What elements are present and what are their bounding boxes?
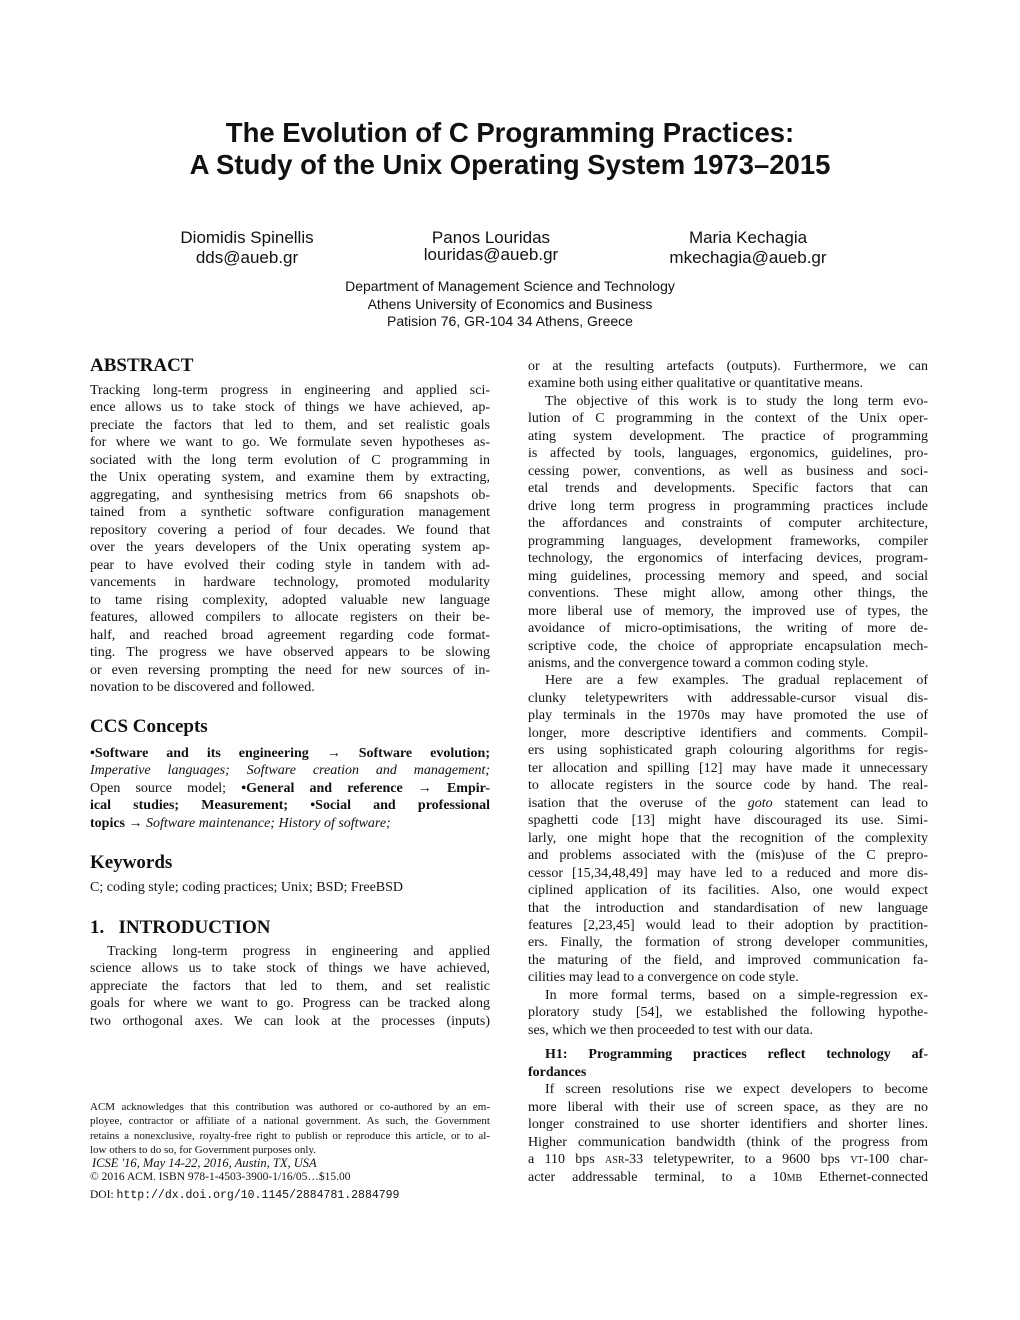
text-line: If screen resolutions rise we expect developers to become	[545, 1082, 928, 1098]
text-line: Tracking long-term progress in engineering and applied sci-	[90, 383, 490, 398]
text-segment: acter addressable terminal, to a 10	[528, 1169, 787, 1185]
text-line	[528, 795, 928, 812]
text-line: goals for where we want to go. Progress can be tracked along	[90, 996, 490, 1012]
text-line: ses, which we then proceeded to test with our data.	[528, 1022, 813, 1038]
text-line: over the years developers of the Unix operating system ap-	[90, 540, 490, 556]
text-line: tained from a synthetic software configuration management	[90, 505, 490, 521]
paragraph	[528, 672, 928, 986]
text-line: fordances	[528, 1064, 587, 1080]
text-line: pear to have evolved their coding style in tandem with ad-	[90, 557, 490, 573]
abstract-body	[90, 382, 490, 696]
text-line	[90, 762, 490, 779]
text-line: retains a nonexclusive, royalty-free right to publish or reproduce this article, or to al-	[90, 1129, 490, 1142]
affiliation-university: Athens University of Economics and Business	[367, 296, 653, 312]
text-segment: isation that the overuse of the	[528, 795, 748, 811]
author-name: Diomidis Spinellis	[180, 228, 314, 247]
text-line: ating system development. The practice of programming	[528, 428, 928, 444]
text-line: spaghetti code [13] might have discouraged its use. Simi-	[528, 813, 928, 829]
introduction-heading: 1. INTRODUCTION	[90, 917, 271, 938]
ccs-concepts-heading: CCS Concepts	[90, 716, 208, 737]
text-line: ACM acknowledges that this contribution was authored or co-authored by an em-	[90, 1101, 490, 1113]
text-line: more liberal use of memory, the improved use of types, the	[528, 603, 928, 619]
author-block	[628, 228, 868, 268]
text-line: low others to do so, for Government purposes only.	[90, 1143, 316, 1156]
text-line: ter allocation and spilling [12] may have made it unnecessary	[528, 760, 928, 776]
text-line	[90, 745, 490, 762]
paper-title-line-2: A Study of the Unix Operating System 1973–2015	[189, 149, 831, 180]
paragraph	[528, 987, 928, 1039]
text-line: the Unix operating system, and examine them by extracting,	[90, 470, 490, 486]
text-line: or even reversing prompting the need for new sources of in-	[90, 662, 490, 678]
conference-venue: ICSE '16, May 14-22, 2016, Austin, TX, USA	[92, 1156, 317, 1170]
text-line	[90, 780, 490, 797]
text-segment: Open source model;	[90, 780, 242, 796]
text-line: ploratory study [54], we established the following hypothe-	[528, 1005, 928, 1021]
ccs-concepts-body	[90, 745, 490, 832]
text-line: for where we want to go. We formulate seven hypotheses as-	[90, 435, 490, 451]
author-block	[127, 228, 367, 268]
text-segment: Ethernet-connected	[802, 1169, 929, 1185]
text-line: H1: Programming practices reflect technology af-	[545, 1047, 928, 1063]
abstract-heading: ABSTRACT	[90, 355, 194, 376]
text-line: lution of C programming in the context of the Unix oper-	[528, 411, 928, 427]
text-line: vancements in hardware technology, promoted modularity	[90, 575, 490, 591]
text-line: conventions. These might allow, among other things, the	[528, 586, 928, 602]
text-segment: Imperative languages; Software creation and management;	[90, 763, 490, 779]
text-line: to allocate registers in the source code by hand. The real-	[528, 778, 928, 794]
paper-title-line-1: The Evolution of C Programming Practices:	[225, 117, 795, 148]
text-line: preciate the factors that led to them, and set realistic goals	[90, 417, 490, 433]
text-line: Higher communication bandwidth (think of the progress from	[528, 1134, 928, 1150]
text-line: and problems associated with the (mis)use of the C prepro-	[528, 848, 928, 864]
text-line: ting. The progress we have observed appears to be slowing	[90, 645, 490, 661]
text-line: cilities may lead to a convergence on code style.	[528, 970, 799, 986]
author-email[interactable]: dds@aueb.gr	[195, 248, 299, 267]
text-segment: Software maintenance; History of software;	[146, 815, 391, 831]
text-segment: -100 char-	[863, 1152, 928, 1168]
text-segment: asr	[605, 1152, 625, 1168]
text-line: ers. Finally, the formation of strong developer communities,	[528, 935, 928, 951]
text-line: two orthogonal axes. We can look at the processes (inputs)	[90, 1013, 490, 1029]
keywords-heading: Keywords	[90, 852, 173, 873]
text-segment: vt	[850, 1152, 864, 1168]
text-line: aggregating, and synthesising metrics from 66 snapshots ob-	[90, 487, 490, 503]
affiliation-department: Department of Management Science and Technology	[345, 278, 675, 294]
text-line: technology, the ergonomics of interfacing devices, program-	[528, 551, 928, 567]
text-line: programming languages, development frameworks, compiler	[528, 533, 928, 549]
paragraph	[528, 358, 928, 393]
text-line: cessing power, conventions, as well as business and soci-	[528, 463, 928, 479]
text-line: that the introduction and standardisation of new language	[528, 900, 928, 916]
right-column-text	[528, 358, 928, 1186]
doi-label: DOI:	[90, 1189, 117, 1201]
text-line: or at the resulting artefacts (outputs). Furthermore, we can	[528, 359, 928, 374]
text-line: science allows us to take stock of things we have achieved,	[90, 961, 490, 977]
author-name: Maria Kechagia	[688, 228, 808, 247]
text-line: The objective of this work is to study the long term evo-	[545, 393, 928, 409]
doi-link[interactable]: http://dx.doi.org/10.1145/2884781.2884799	[116, 1189, 400, 1202]
text-line	[90, 815, 490, 832]
text-segment: •General and reference → Empir-	[241, 780, 490, 796]
text-line: ciplined application of its facilities. Also, one would expect	[528, 883, 928, 899]
text-line	[528, 1151, 928, 1168]
keywords-body	[90, 879, 490, 896]
text-segment: goto	[747, 795, 773, 811]
text-line: examine both using either qualitative or quantitative means.	[528, 376, 864, 392]
text-segment: •Software and its engineering → Software evolution;	[90, 746, 490, 761]
text-line: Tracking long-term progress in engineering and applied	[107, 944, 490, 959]
text-line: scriptive code, the choice of appropriate encapsulation mech-	[528, 638, 928, 654]
text-segment: a 110 bps	[528, 1152, 606, 1168]
text-line: features [2,23,45] would lead to their adoption by practition-	[528, 918, 928, 933]
text-line: the affordances and constraints of computer architecture,	[528, 516, 928, 532]
text-line: In more formal terms, based on a simple-regression ex-	[545, 987, 928, 1003]
doi-line	[90, 1188, 399, 1203]
text-segment: topics →	[90, 815, 146, 831]
text-line: is affected by tools, languages, ergonomics, guidelines, pro-	[528, 446, 928, 462]
author-block	[371, 228, 611, 265]
text-segment: mb	[786, 1169, 803, 1185]
text-segment: -33 teletypewriter, to a 9600 bps	[624, 1152, 851, 1168]
text-line: ence allows us to take stock of things we have achieved, ap-	[90, 400, 490, 416]
copyright-isbn: © 2016 ACM. ISBN 978-1-4503-3900-1/16/05…$15.00	[90, 1171, 351, 1183]
text-line: longer constrained to use shorter identifiers and shorter lines.	[528, 1117, 928, 1133]
introduction-body	[90, 943, 490, 1030]
text-segment: ical studies; Measurement; •Social and professional	[90, 798, 490, 814]
text-line	[528, 1169, 928, 1186]
text-line: sociated with the long term evolution of C programming in	[90, 452, 490, 468]
text-line	[90, 797, 490, 814]
paragraph	[528, 393, 928, 673]
text-line: appreciate the factors that led to them, and set realistic	[90, 978, 490, 994]
text-line: avoidance of micro-optimisations, the writing of more de-	[528, 621, 928, 637]
text-line: larly, one might hope that the recognition of the complexity	[528, 830, 928, 846]
text-line: anisms, and the convergence toward a common coding style.	[528, 655, 869, 671]
text-line: ers using sophisticated graph colouring algorithms for regis-	[528, 743, 928, 759]
text-line: more liberal with their use of screen space, as they are no	[528, 1099, 928, 1115]
affiliation-address: Patision 76, GR-104 34 Athens, Greece	[387, 313, 633, 329]
text-line: the maturing of the field, and improved communication fa-	[528, 952, 928, 968]
text-line: half, and reached broad agreement regarding code format-	[90, 627, 490, 643]
copyright-notice	[90, 1100, 490, 1157]
text-line: features, allowed compilers to allocate registers on their be-	[90, 610, 490, 626]
text-line: etal trends and developments. Specific factors that can	[528, 481, 928, 497]
text-line: repository covering a period of four decades. We found that	[90, 522, 490, 538]
author-name: Panos Louridas	[431, 228, 551, 247]
text-line: clunky teletypewriters with addressable-cursor visual dis-	[528, 690, 928, 706]
text-line: ployee, contractor or affiliate of a national government. As such, the Government	[90, 1115, 490, 1128]
text-line: novation to be discovered and followed.	[90, 679, 315, 695]
text-line: longer, more descriptive identifiers and comments. Compil-	[528, 725, 928, 741]
author-email[interactable]: louridas@aueb.gr	[423, 245, 559, 264]
text-line: Here are a few examples. The gradual replacement of	[545, 673, 928, 689]
text-line: cessor [15,34,48,49] may have led to a reduced and more dis-	[528, 865, 928, 881]
paragraph	[528, 1081, 928, 1186]
text-line: ming guidelines, processing memory and speed, and social	[528, 568, 928, 584]
text-line: to tame rising complexity, adopted valuable new language	[90, 592, 490, 608]
hypothesis-h1-heading	[528, 1046, 928, 1081]
text-line: C; coding style; coding practices; Unix; BSD; FreeBSD	[90, 880, 404, 895]
text-line: drive long term progress in programming practices include	[528, 498, 928, 514]
text-line: play terminals in the 1970s may have promoted the use of	[528, 708, 928, 724]
author-email[interactable]: mkechagia@aueb.gr	[669, 248, 827, 267]
text-segment: statement can lead to	[772, 795, 928, 811]
